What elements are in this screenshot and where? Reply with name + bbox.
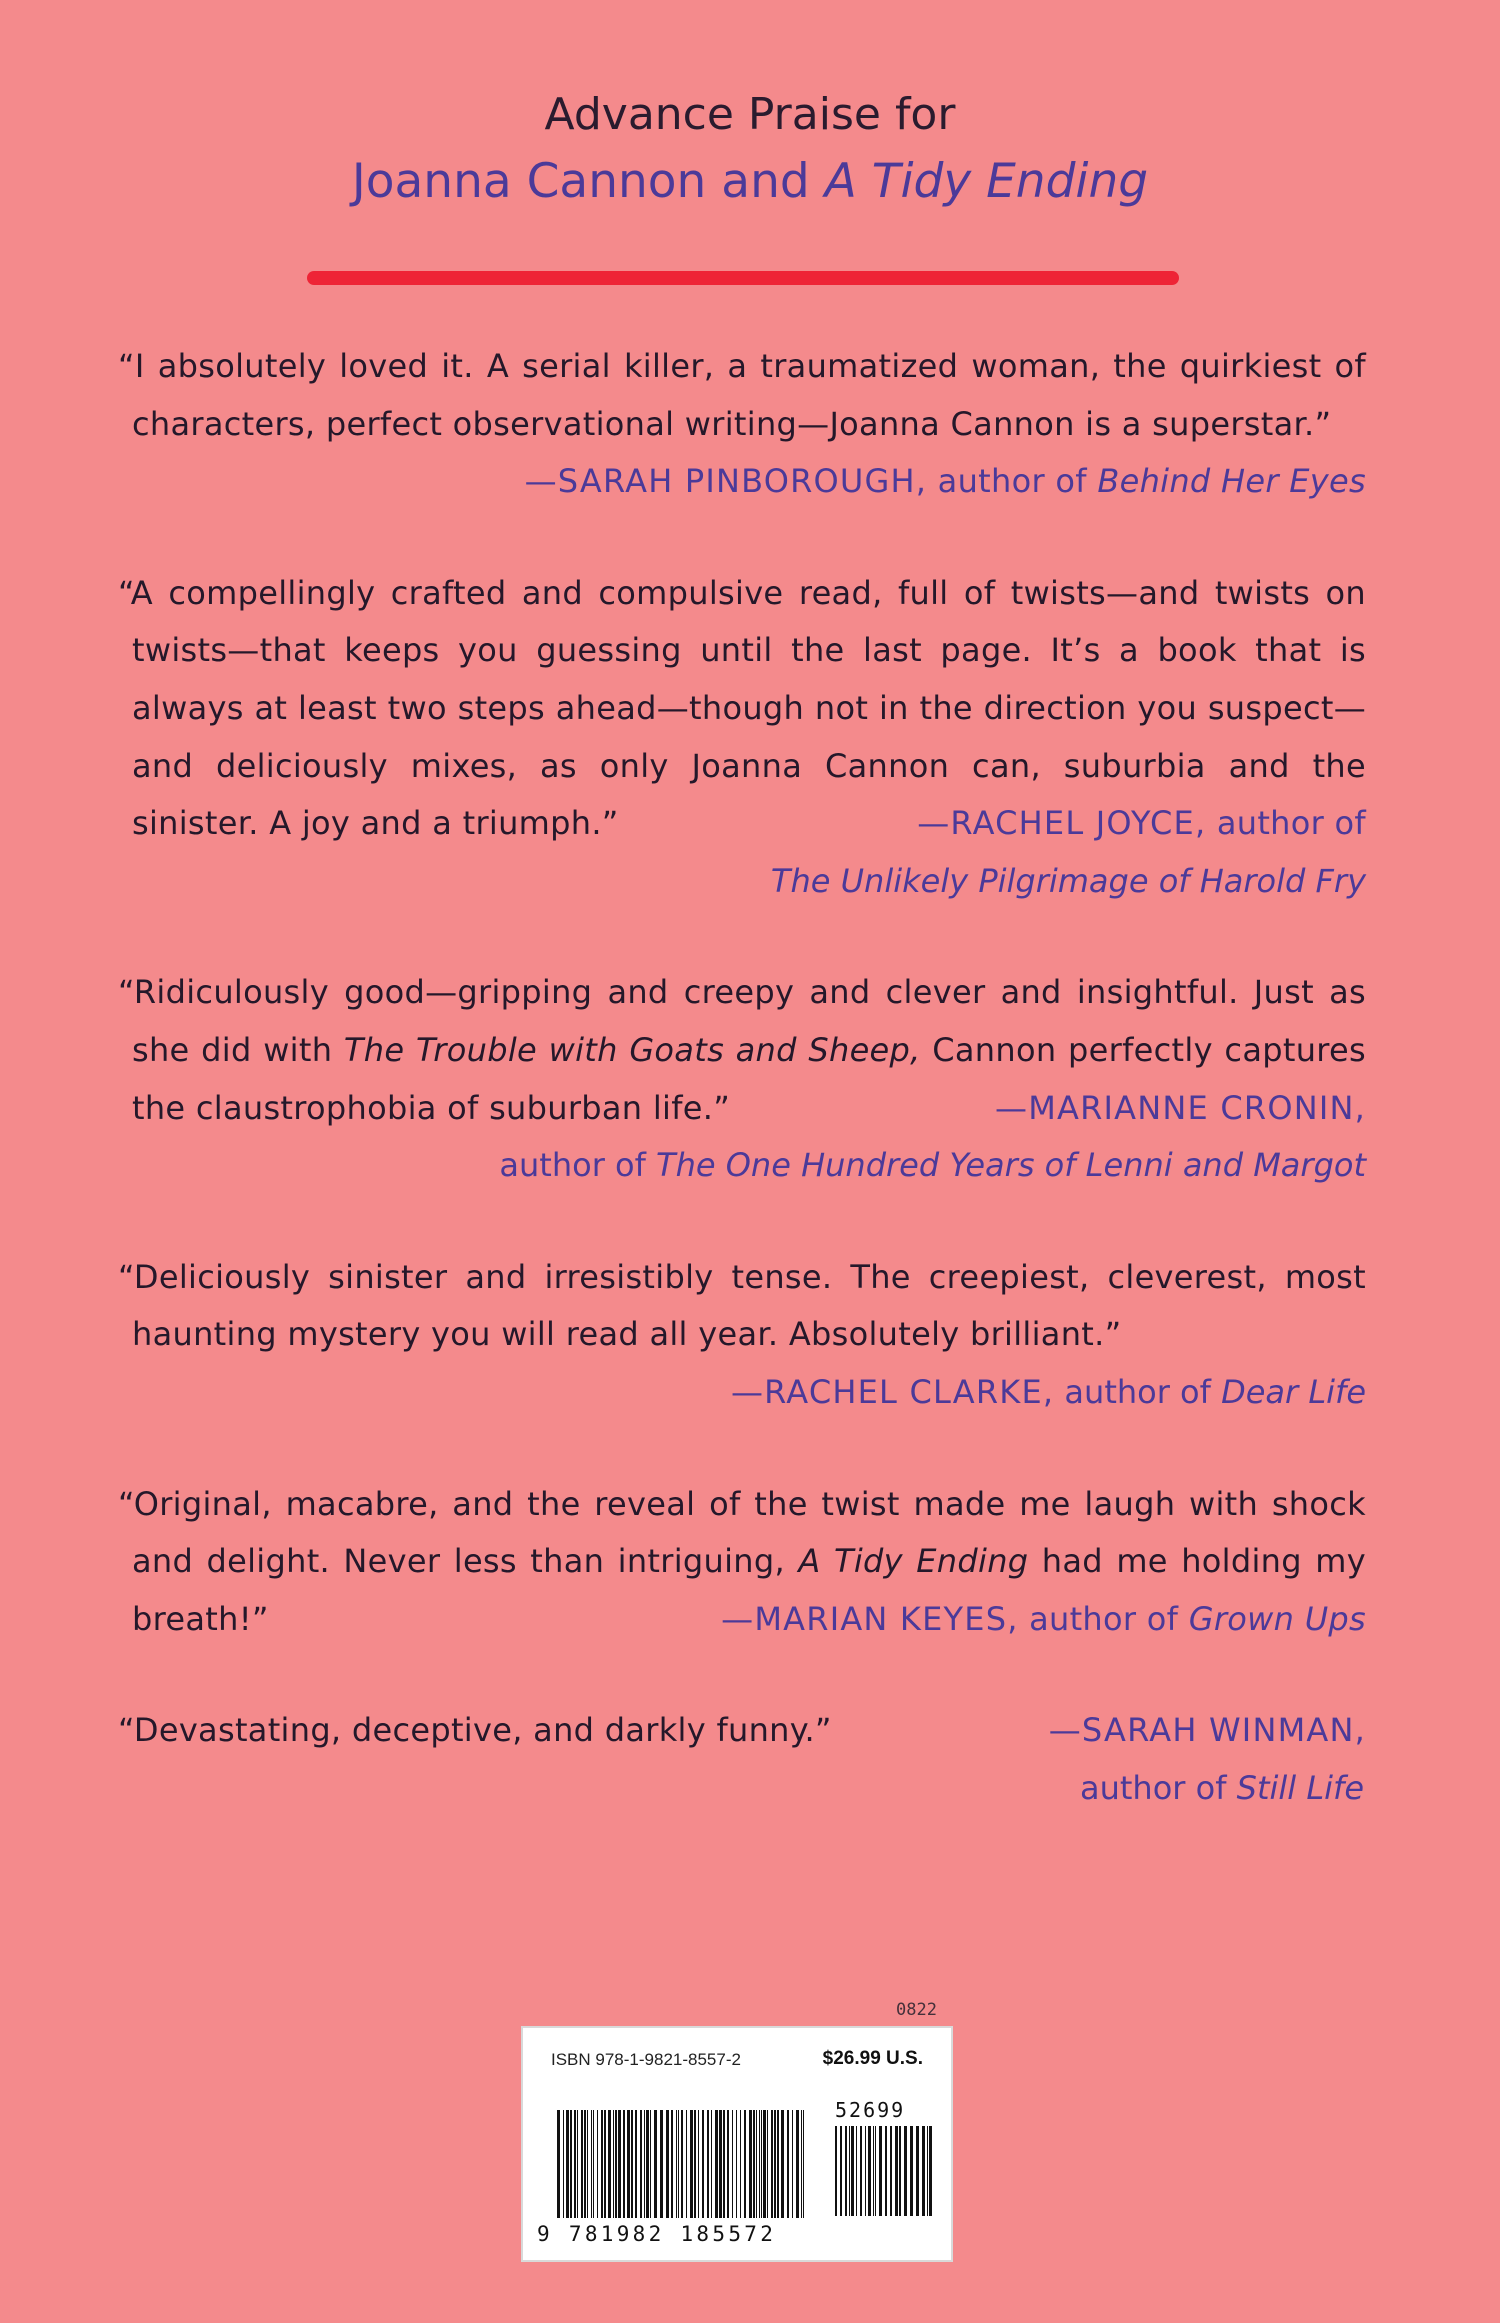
barcode-bar (570, 2110, 572, 2218)
barcode-bar (584, 2110, 586, 2218)
quote-body: “Devastating, deceptive, and darkly funny.” (118, 1711, 832, 1750)
barcode-bar (761, 2110, 762, 2218)
header-line: Advance Praise for (544, 89, 956, 140)
barcode-bar (792, 2110, 793, 2218)
barcode-bar (774, 2110, 776, 2218)
quote-4 (118, 1249, 1366, 1422)
attribution-name: —SARAH PINBOROUGH, (524, 462, 928, 501)
attribution-role: author of (937, 462, 1087, 501)
isbn-barcode (557, 2110, 807, 2218)
attribution-book: Still Life (1236, 1768, 1364, 1807)
attribution-book-line (118, 1137, 1366, 1195)
barcode-bar (577, 2110, 578, 2218)
barcode-bar (744, 2110, 746, 2218)
price-addon-digits: 52699 (835, 2098, 906, 2122)
quote-attribution (524, 453, 1366, 511)
barcode-bar (593, 2110, 594, 2218)
barcode-bar (873, 2126, 874, 2216)
barcode-bar (840, 2126, 842, 2216)
barcode-label (521, 2000, 953, 2262)
barcode-bar (715, 2110, 718, 2218)
barcode-bar (566, 2110, 569, 2218)
barcode-bar (801, 2110, 802, 2218)
attribution-name: —MARIANNE CRONIN, (995, 1088, 1366, 1127)
barcode-bar (631, 2110, 633, 2218)
barcode-bar (736, 2110, 737, 2218)
barcode-bar (557, 2110, 560, 2218)
barcode-bar (771, 2110, 773, 2218)
barcode-bar (604, 2110, 606, 2218)
barcode-bar (756, 2110, 757, 2218)
barcode-bar (627, 2110, 630, 2218)
quote-2 (118, 565, 1366, 911)
barcode-bar (727, 2110, 729, 2218)
quote-text (118, 338, 1366, 501)
attribution-role: author of (499, 1146, 646, 1185)
barcode-bar (690, 2110, 693, 2218)
barcode-bar (694, 2110, 696, 2218)
barcode-bar (581, 2110, 583, 2218)
barcode-bar (597, 2110, 598, 2218)
attribution-book: Grown Ups (1188, 1599, 1366, 1638)
barcode-bar (644, 2110, 645, 2218)
barcode-bar (763, 2110, 766, 2218)
barcode-bar (660, 2110, 663, 2218)
barcode-bar (618, 2110, 621, 2218)
barcode-bar (615, 2110, 617, 2218)
barcode-bar (899, 2126, 901, 2216)
barcode-bar (723, 2110, 725, 2218)
quote-text (118, 1702, 1366, 1760)
barcode-bar (875, 2126, 876, 2216)
price-text: $26.99 U.S. (822, 2048, 923, 2069)
quote-attribution (995, 1080, 1366, 1138)
attribution-role: author of (1029, 1599, 1179, 1638)
barcode-bar (796, 2110, 799, 2218)
barcode-bar (635, 2110, 637, 2218)
quote-book-ref: The Trouble with Goats and Sheep, (343, 1030, 921, 1069)
barcode-bar (856, 2126, 857, 2216)
barcode-bar (671, 2110, 673, 2218)
barcode-bar (740, 2110, 741, 2218)
attribution-role: author of (1216, 804, 1366, 843)
barcode-bar (563, 2110, 564, 2218)
barcode-bar (885, 2126, 887, 2216)
barcode-bar (698, 2110, 699, 2218)
attribution-book: The One Hundred Years of Lenni and Margot (656, 1146, 1366, 1185)
quote-attribution (917, 795, 1366, 853)
barcode-bar (759, 2110, 760, 2218)
quote-book-ref: A Tidy Ending (798, 1542, 1029, 1581)
barcode-bar (591, 2110, 592, 2218)
header-title-line (0, 146, 1500, 218)
barcode-bar (910, 2126, 913, 2216)
barcode-bar (777, 2110, 779, 2218)
barcode-bar (681, 2110, 683, 2218)
quotes-list (118, 338, 1366, 1871)
header-book-title: A Tidy Ending (824, 154, 1149, 209)
quote-body: “Ridiculously good—gripping and creepy and clever and insightful. Just as she did with (118, 973, 1366, 1069)
barcode-bar (587, 2110, 588, 2218)
barcode-bar (749, 2110, 752, 2218)
barcode-bar (650, 2110, 651, 2218)
barcode-bar (851, 2126, 854, 2216)
barcode-bar (929, 2126, 932, 2216)
attribution-book: Behind Her Eyes (1097, 462, 1366, 501)
attribution-name: —RACHEL CLARKE, (730, 1372, 1055, 1411)
barcode-bar (865, 2126, 866, 2216)
barcode-bar (753, 2110, 755, 2218)
quote-text (118, 565, 1366, 853)
barcode-bar (574, 2110, 576, 2218)
barcode-bar (835, 2126, 837, 2216)
attribution-role: author of (1064, 1372, 1211, 1411)
quote-6 (118, 1702, 1366, 1817)
barcode-bar (678, 2110, 679, 2218)
quote-attribution (118, 1364, 1366, 1422)
print-code: 0822 (896, 2000, 937, 2020)
barcode-bar (868, 2126, 871, 2216)
barcode-bar (646, 2110, 649, 2218)
attribution-name: —RACHEL JOYCE, (917, 804, 1207, 843)
attribution-book-line (118, 853, 1366, 911)
quote-3 (118, 964, 1366, 1194)
attribution-role: author of (1079, 1768, 1227, 1807)
quote-body: “A compellingly crafted and compulsive read, full of twists—and twists on twists—that keeps you guessing until the last page. It’s a book that is always at least two steps ahead—though not in the direction you suspect—and deliciously mixes, as only Joanna Cannon can, suburbia and the sinister. A joy and a triumph.” (118, 573, 1366, 843)
attribution-book: Dear Life (1221, 1372, 1366, 1411)
barcode-bar (702, 2110, 704, 2218)
barcode-bar (860, 2126, 862, 2216)
header-rule (307, 271, 1179, 285)
barcode-digits: 9 781982 185572 (537, 2222, 777, 2246)
quote-attribution (721, 1591, 1366, 1649)
quote-body: “Original, macabre, and the reveal of the twist made me laugh with shock and delight. Never less than intriguing, (118, 1484, 1366, 1581)
quote-5 (118, 1476, 1366, 1649)
attribution-book-line (118, 1760, 1366, 1818)
isbn-text: ISBN 978-1-9821-8557-2 (551, 2050, 741, 2069)
header (0, 84, 1500, 218)
quote-body-end: Cannon perfectly captures the claustrophobia of suburban life.” (132, 1030, 1366, 1127)
quote-text (118, 964, 1366, 1137)
barcode-bar (803, 2110, 804, 2218)
quote-attribution (1048, 1702, 1366, 1760)
barcode-bar (890, 2126, 892, 2216)
barcode-bar (927, 2126, 928, 2216)
barcode-bar (732, 2110, 733, 2218)
barcode-bar (601, 2110, 603, 2218)
quote-1 (118, 338, 1366, 511)
barcode-bar (767, 2110, 768, 2218)
barcode-bar (916, 2126, 919, 2216)
quote-body: “I absolutely loved it. A serial killer, a traumatized woman, the quirkiest of characters, perfect observational writing—Joanna Cannon is a superstar.” (118, 347, 1366, 443)
quote-text (118, 1249, 1366, 1364)
header-author: Joanna Cannon and (351, 154, 825, 209)
barcode-bar (613, 2110, 614, 2218)
barcode-bar (849, 2126, 850, 2216)
barcode-bar (922, 2126, 925, 2216)
barcode-bar (879, 2126, 882, 2216)
barcode-bar (623, 2110, 625, 2218)
price-barcode (835, 2126, 935, 2216)
barcode-bar (845, 2126, 847, 2216)
quote-body-end: had me holding my breath!” (132, 1542, 1366, 1638)
barcode-bar (654, 2110, 657, 2218)
barcode-bar (904, 2126, 907, 2216)
barcode-bar (640, 2110, 642, 2218)
barcode-bar (711, 2110, 712, 2218)
barcode-bar (608, 2110, 611, 2218)
barcode-bar (686, 2110, 687, 2218)
barcode-bar (707, 2110, 709, 2218)
barcode-bar (676, 2110, 677, 2218)
quote-body: “Deliciously sinister and irresistibly tense. The creepiest, cleverest, most haunting mystery you will read all year. Absolutely brilliant.” (118, 1257, 1366, 1354)
barcode-bar (781, 2110, 784, 2218)
barcode-bar (895, 2126, 898, 2216)
attribution-name: —MARIAN KEYES, (721, 1599, 1019, 1638)
attribution-name: —SARAH WINMAN, (1048, 1711, 1366, 1750)
barcode-bar (787, 2110, 789, 2218)
barcode-bar (719, 2110, 722, 2218)
barcode-bar (666, 2110, 669, 2218)
quote-text (118, 1476, 1366, 1649)
attribution-book: The Unlikely Pilgrimage of Harold Fry (770, 861, 1366, 900)
